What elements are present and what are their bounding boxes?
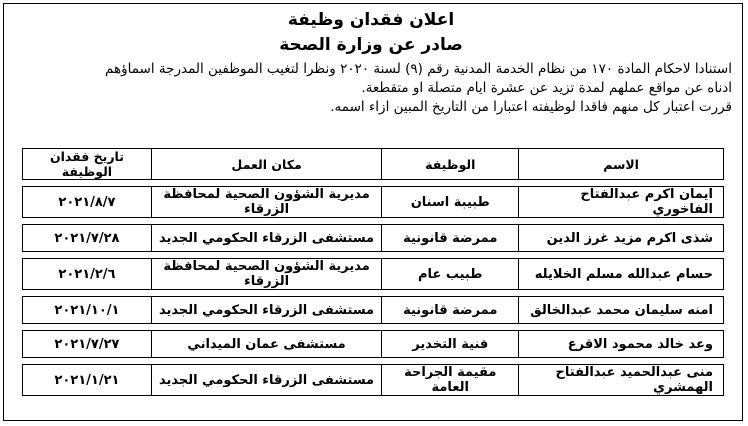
header-name: الاسم (518, 148, 724, 180)
table-row (22, 330, 724, 358)
cell-place: مديرية الشؤون الصحية لمحافظة الزرقاء (151, 258, 381, 290)
cell-date: ٢٠٢١/١/٢١ (22, 364, 151, 396)
cell-name: ايمان اكرم عبدالفتاح الفاخوري (518, 186, 724, 218)
cell-date: ٢٠٢١/١٠/١ (22, 296, 151, 324)
table-row (22, 224, 724, 252)
table-row (22, 186, 724, 218)
cell-job: مقيمة الجراحة العامة (381, 364, 518, 396)
cell-job: فنية التخدير (381, 330, 518, 358)
cell-date: ٢٠٢١/٨/٧ (22, 186, 151, 218)
cell-name: شذى اكرم مزيد غرز الدين (518, 224, 724, 252)
cell-place: مستشفى الزرقاء الحكومي الجديد (151, 296, 381, 324)
cell-job: طبيب عام (381, 258, 518, 290)
notice-title: اعلان فقدان وظيفة (287, 10, 455, 30)
cell-place: مديرية الشؤون الصحية لمحافظة الزرقاء (151, 186, 381, 218)
paragraph-line-1: استنادا لاحكام المادة ١٧٠ من نظام الخدمة المدنية رقم (٩) لسنة ٢٠٢٠ ونظرا لتغيب الموظفين المدرجة اسماؤهم (104, 61, 732, 77)
cell-name: حسام عبدالله مسلم الخلايله (518, 258, 724, 290)
header-date: تاريخ فقدان الوظيفة (22, 148, 151, 180)
notice-paragraph (10, 60, 732, 117)
header-job: الوظيفة (381, 148, 518, 180)
employees-table (22, 142, 724, 402)
notice-subtitle: صادر عن وزارة الصحة (279, 35, 463, 55)
table-row (22, 296, 724, 324)
header-place: مكان العمل (151, 148, 381, 180)
cell-job: ممرضة قانونية (381, 296, 518, 324)
cell-job: ممرضة قانونية (381, 224, 518, 252)
cell-place: مستشفى عمان الميداني (151, 330, 381, 358)
cell-name: وعد خالد محمود الاقرع (518, 330, 724, 358)
cell-date: ٢٠٢١/٢/٦ (22, 258, 151, 290)
cell-name: امنه سليمان محمد عبدالخالق (518, 296, 724, 324)
table-header-row (22, 148, 724, 180)
cell-date: ٢٠٢١/٧/٢٧ (22, 330, 151, 358)
cell-date: ٢٠٢١/٧/٢٨ (22, 224, 151, 252)
cell-place: مستشفى الزرقاء الحكومي الجديد (151, 364, 381, 396)
table-row (22, 364, 724, 396)
notice-document (10, 8, 732, 117)
paragraph-line-2: ادناه عن مواقع عملهم لمدة تزيد عن عشرة ايام متصلة او متقطعة. (361, 80, 732, 96)
table-row (22, 258, 724, 290)
paragraph-line-3: قررت اعتبار كل منهم فاقدا لوظيفته اعتبارا من التاريخ المبين ازاء اسمه. (330, 99, 732, 115)
cell-name: منى عبدالحميد عبدالفتاح الهمشري (518, 364, 724, 396)
cell-place: مستشفى الزرقاء الحكومي الجديد (151, 224, 381, 252)
cell-job: طبيبة اسنان (381, 186, 518, 218)
